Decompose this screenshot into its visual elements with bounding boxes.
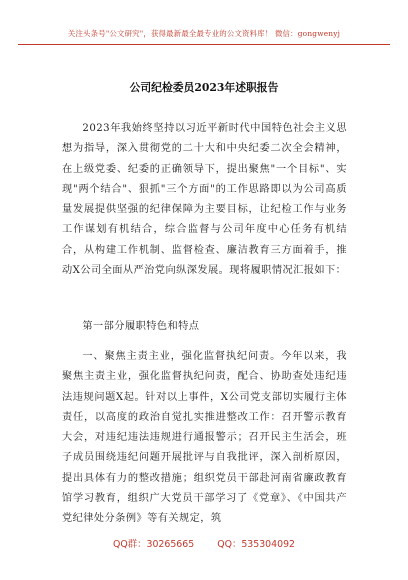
intro-paragraph <box>62 119 347 281</box>
footer-qq-number: QQ：535304092 <box>217 539 296 550</box>
item-paragraph <box>62 347 347 530</box>
section-heading <box>62 317 347 337</box>
footer-contact <box>0 536 408 550</box>
footer-qq-group: QQ群：30265665 <box>112 539 195 550</box>
intro-paragraph-text: 2023年我始终坚持以习近平新时代中国特色社会主义思想为指导，深入贯彻党的二十大和中央纪委二次全会精神，在上级党委、纪委的正确领导下，提出聚焦"一个目标"、实现"两个结合"、狠抓"三个方面"的工作思路即以为公司高质量发展提供坚强的纪律保障为主要目标，让纪检工作与业务工作谋划有机结合，综合监督与公司年度中心任务有机结合，从构建工作机制、监督检查、廉洁教育三方面着手，推动X公司全面从严治党向纵深发展。现将履职情况汇报如下： <box>62 123 347 277</box>
header-divider <box>18 44 390 45</box>
document-title: 公司纪检委员2023年述职报告 <box>129 81 279 94</box>
section-heading-text: 第一部分履职特色和特点 <box>82 321 200 332</box>
header-promo-text: 关注头条号"公文研究"，获得最新最全最专业的公文资料库！ 微信：gongwenyj <box>67 29 341 38</box>
item-paragraph-text: 一、聚焦主责主业，强化监督执纪问责。今年以来，我聚焦主责主业，强化监督执纪问责，配合、协助查处违纪违法违规问题X起。针对以上事件，X公司党支部切实履行主体责任，以高度的政治自觉扎实推进整改工作：召开警示教育大会，对违纪违法违规进行通报警示；召开民主生活会，班子成员围绕违纪问题开展批评与自我批评，深入剖析原因，提出具体有力的整改措施；组织党员干部赴河南省廉政教育馆学习教育，组织广大党员干部学习了《党章》、《中国共产党纪律处分条例》等有关规定，筑 <box>62 351 347 525</box>
